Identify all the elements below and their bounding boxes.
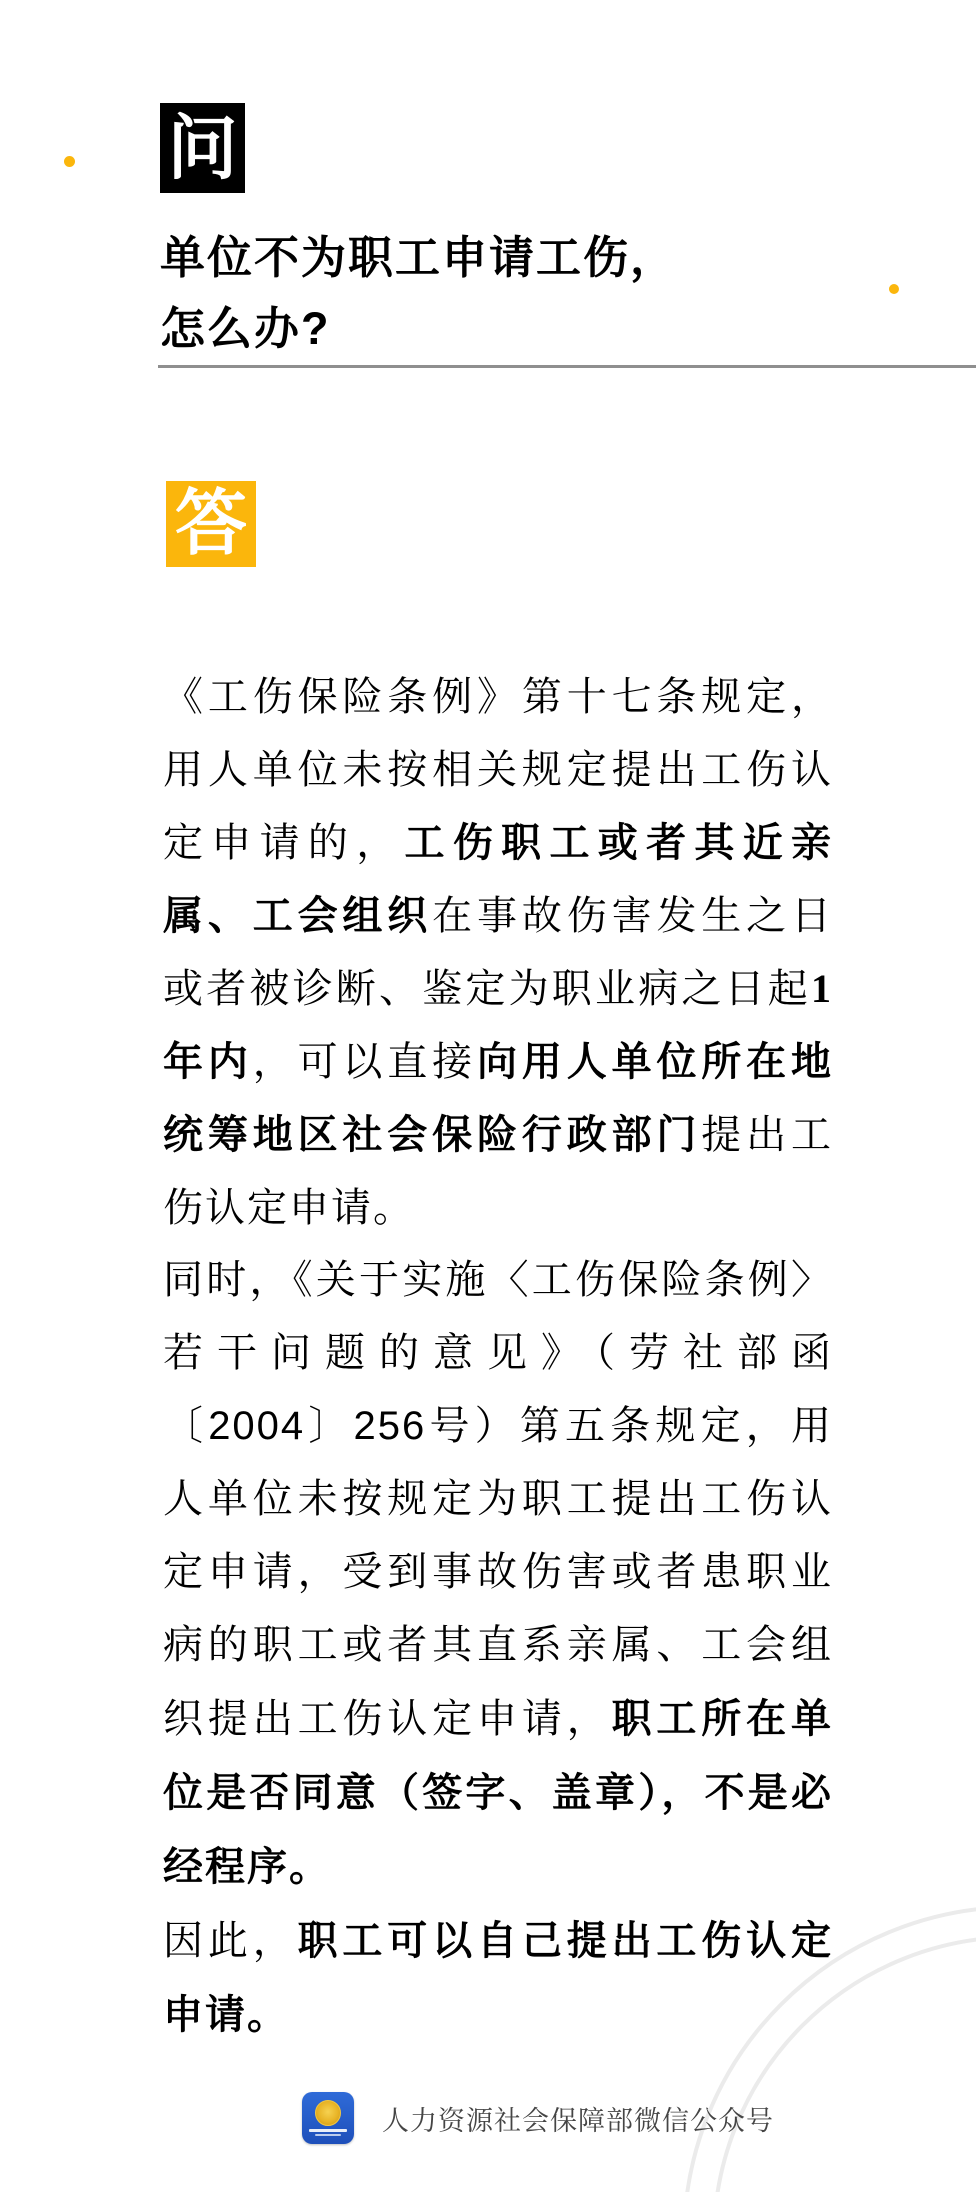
footer-account-label: 人力资源社会保障部微信公众号 [382,2105,774,2136]
answer-text-run: 因此， [163,1919,298,1963]
question-badge-glyph: 问 [167,109,238,187]
question-title-line2: 怎么办? [160,303,331,354]
answer-text-run-bold: 工伤职工或者其近亲属、工会组织 [163,820,834,938]
app-icon-subtext-line [315,2134,341,2136]
answer-paragraphs [163,660,833,2052]
answer-paragraph [163,1244,833,1904]
national-emblem-icon [315,2100,341,2126]
mohrss-app-icon [302,2092,354,2144]
answer-badge-glyph: 答 [174,484,247,564]
answer-text-run-bold: 向用人单位所在地统筹地区社会保险行政部门 [163,1039,834,1157]
footer [302,2092,774,2144]
answer-text-run: 《工伤保险条例》第十七条规定，用人单位未按相关规定提出工伤认定申请的， [163,674,833,865]
answer-badge-icon [166,481,256,567]
decorative-dot-right [889,284,899,294]
answer-text-run: 在事故伤害发生之日或者被诊断、鉴定为职业病之日起 [163,893,834,1011]
answer-text-run: ，可以直接 [252,1039,478,1084]
answer-paragraph [163,660,833,1244]
answer-text-run-bold: 职工所在单位是否同意（签字、盖章），不是必经程序。 [163,1696,834,1889]
answer-text-run: 同时，《关于实施〈工伤保险条例〉若干问题的意见》（劳社部函〔2004〕256号）第五条规定，用人单位未按规定为职工提出工伤认定申请，受到事故伤害或者患职业病的职工或者其直系亲属、工会组织提出工伤认定申请， [163,1258,833,1741]
question-badge-icon [160,103,245,193]
answer-paragraph [163,1904,833,2052]
question-title [160,222,860,364]
answer-text-run: 提出工伤认定申请。 [163,1112,834,1230]
answer-text-run-bold: 1年内 [163,966,833,1084]
app-icon-text-line [309,2129,347,2132]
question-title-line1: 单位不为职工申请工伤， [160,232,678,283]
decorative-dot-left [64,156,75,167]
answer-text-run-bold: 职工可以自己提出工伤认定申请。 [163,1918,834,2037]
title-divider [158,365,976,368]
